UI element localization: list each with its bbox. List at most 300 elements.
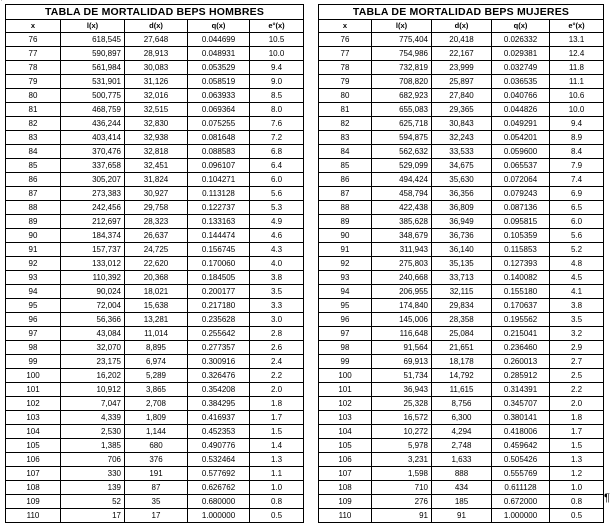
- table-cell: 2.7: [550, 355, 604, 369]
- table-cell: 0.611128: [492, 481, 550, 495]
- table-cell: 242,456: [61, 201, 125, 215]
- table-row: [6, 159, 304, 173]
- column-header: x: [6, 20, 61, 33]
- paragraph-mark: ¶: [604, 492, 610, 504]
- table-row: [319, 47, 604, 61]
- table-cell: 98: [6, 341, 61, 355]
- table-row: [6, 187, 304, 201]
- table-cell: 30,843: [432, 117, 492, 131]
- table-cell: 6.8: [250, 145, 304, 159]
- table-cell: 16,572: [372, 411, 432, 425]
- table-row: [6, 411, 304, 425]
- table-cell: 102: [319, 397, 372, 411]
- table-row: [6, 47, 304, 61]
- table-cell: 8.0: [250, 103, 304, 117]
- table-cell: 1.4: [250, 439, 304, 453]
- table-cell: 0.5: [250, 509, 304, 523]
- table-cell: 655,083: [372, 103, 432, 117]
- table-row: [319, 75, 604, 89]
- table-row: [6, 313, 304, 327]
- table-cell: 105: [6, 439, 61, 453]
- table-row: [319, 383, 604, 397]
- table-row: [319, 33, 604, 47]
- table-cell: 79: [319, 75, 372, 89]
- table-cell: 311,943: [372, 243, 432, 257]
- table-row: [319, 117, 604, 131]
- table-cell: 90: [319, 229, 372, 243]
- table-cell: 107: [319, 467, 372, 481]
- table-cell: 13.1: [550, 33, 604, 47]
- table-cell: 0.170060: [188, 257, 250, 271]
- table-cell: 104: [6, 425, 61, 439]
- table-row: [319, 285, 604, 299]
- table-cell: 96: [6, 313, 61, 327]
- column-header: x: [319, 20, 372, 33]
- table-cell: 11.8: [550, 61, 604, 75]
- table-cell: 10,272: [372, 425, 432, 439]
- table-cell: 0.079243: [492, 187, 550, 201]
- table-cell: 0.314391: [492, 383, 550, 397]
- table-cell: 76: [6, 33, 61, 47]
- table-cell: 403,414: [61, 131, 125, 145]
- table-cell: 27,648: [125, 33, 188, 47]
- column-header: d(x): [125, 20, 188, 33]
- table-title: TABLA DE MORTALIDAD BEPS MUJERES: [319, 5, 604, 20]
- table-cell: 2,748: [432, 439, 492, 453]
- table-cell: 25,897: [432, 75, 492, 89]
- table-cell: 6.4: [250, 159, 304, 173]
- table-row: [6, 229, 304, 243]
- table-cell: 0.115853: [492, 243, 550, 257]
- table-cell: 85: [6, 159, 61, 173]
- table-cell: 11.1: [550, 75, 604, 89]
- table-cell: 1.7: [550, 425, 604, 439]
- table-cell: 79: [6, 75, 61, 89]
- table-cell: 32,451: [125, 159, 188, 173]
- table-cell: 28,913: [125, 47, 188, 61]
- table-row: [6, 467, 304, 481]
- table-cell: 99: [6, 355, 61, 369]
- table-cell: 0.236460: [492, 341, 550, 355]
- table-cell: 92: [319, 257, 372, 271]
- table-cell: 1.7: [250, 411, 304, 425]
- table-cell: 110: [319, 509, 372, 523]
- table-cell: 2.0: [550, 397, 604, 411]
- table-cell: 1.3: [250, 453, 304, 467]
- table-cell: 4.3: [250, 243, 304, 257]
- table-cell: 1.8: [550, 411, 604, 425]
- table-cell: 87: [125, 481, 188, 495]
- table-row: [319, 425, 604, 439]
- table-cell: 0.577692: [188, 467, 250, 481]
- table-cell: 16,202: [61, 369, 125, 383]
- table-cell: 29,758: [125, 201, 188, 215]
- table-cell: 0.081648: [188, 131, 250, 145]
- table-cell: 36,809: [432, 201, 492, 215]
- table-cell: 0.087136: [492, 201, 550, 215]
- table-cell: 22,167: [432, 47, 492, 61]
- table-cell: 0.680000: [188, 495, 250, 509]
- table-cell: 51,734: [372, 369, 432, 383]
- table-cell: 109: [319, 495, 372, 509]
- table-cell: 174,840: [372, 299, 432, 313]
- table-row: [319, 355, 604, 369]
- table-cell: 25,328: [372, 397, 432, 411]
- table-cell: 97: [319, 327, 372, 341]
- table-cell: 8,895: [125, 341, 188, 355]
- table-title: TABLA DE MORTALIDAD BEPS HOMBRES: [6, 5, 304, 20]
- table-cell: 52: [61, 495, 125, 509]
- table-cell: 732,819: [372, 61, 432, 75]
- table-row: [6, 397, 304, 411]
- table-cell: 33,713: [432, 271, 492, 285]
- table-cell: 109: [6, 495, 61, 509]
- table-cell: 0.105359: [492, 229, 550, 243]
- table-cell: 24,725: [125, 243, 188, 257]
- mortality-table-women: [318, 4, 604, 523]
- table-row: [6, 75, 304, 89]
- table-cell: 0.054201: [492, 131, 550, 145]
- table-cell: 15,638: [125, 299, 188, 313]
- table-cell: 4,339: [61, 411, 125, 425]
- table-row: [319, 243, 604, 257]
- table-cell: 0.127393: [492, 257, 550, 271]
- table-cell: 0.532464: [188, 453, 250, 467]
- table-cell: 77: [319, 47, 372, 61]
- table-row: [6, 215, 304, 229]
- table-row: [319, 495, 604, 509]
- table-row: [319, 411, 604, 425]
- table-cell: 78: [6, 61, 61, 75]
- table-row: [319, 439, 604, 453]
- table-cell: 0.285912: [492, 369, 550, 383]
- table-cell: 27,840: [432, 89, 492, 103]
- table-cell: 1.3: [550, 453, 604, 467]
- table-row: [319, 299, 604, 313]
- table-row: [6, 131, 304, 145]
- table-cell: 14,792: [432, 369, 492, 383]
- table-cell: 34,675: [432, 159, 492, 173]
- table-cell: 29,365: [432, 103, 492, 117]
- table-cell: 0.555769: [492, 467, 550, 481]
- table-cell: 1.0: [550, 481, 604, 495]
- table-cell: 6,974: [125, 355, 188, 369]
- column-header: e°(x): [250, 20, 304, 33]
- table-cell: 1.000000: [188, 509, 250, 523]
- table-cell: 102: [6, 397, 61, 411]
- table-cell: 2.4: [250, 355, 304, 369]
- table-cell: 91: [319, 243, 372, 257]
- table-cell: 531,901: [61, 75, 125, 89]
- table-cell: 0.065537: [492, 159, 550, 173]
- table-cell: 5.6: [250, 187, 304, 201]
- table-cell: 10.0: [550, 103, 604, 117]
- table-cell: 11,014: [125, 327, 188, 341]
- table-cell: 56,366: [61, 313, 125, 327]
- table-cell: 89: [6, 215, 61, 229]
- table-row: [319, 453, 604, 467]
- table-row: [319, 397, 604, 411]
- table-cell: 83: [6, 131, 61, 145]
- table-cell: 0.8: [250, 495, 304, 509]
- column-header: q(x): [188, 20, 250, 33]
- table-cell: 0.300916: [188, 355, 250, 369]
- table-cell: 0.277357: [188, 341, 250, 355]
- table-row: [6, 243, 304, 257]
- table-cell: 0.059600: [492, 145, 550, 159]
- table-cell: 1,144: [125, 425, 188, 439]
- table-cell: 7.6: [250, 117, 304, 131]
- table-cell: 80: [6, 89, 61, 103]
- table-cell: 3.8: [550, 299, 604, 313]
- table-cell: 104: [319, 425, 372, 439]
- table-cell: 590,897: [61, 47, 125, 61]
- table-cell: 97: [6, 327, 61, 341]
- table-cell: 0.215041: [492, 327, 550, 341]
- table-cell: 36,356: [432, 187, 492, 201]
- table-cell: 191: [125, 467, 188, 481]
- table-row: [319, 481, 604, 495]
- table-cell: 3.0: [250, 313, 304, 327]
- column-header: l(x): [372, 20, 432, 33]
- table-cell: 108: [6, 481, 61, 495]
- table-cell: 0.217180: [188, 299, 250, 313]
- table-cell: 337,658: [61, 159, 125, 173]
- table-cell: 0.095815: [492, 215, 550, 229]
- table-row: [6, 117, 304, 131]
- table-cell: 468,759: [61, 103, 125, 117]
- table-cell: 25,084: [432, 327, 492, 341]
- table-cell: 1.5: [550, 439, 604, 453]
- table-cell: 9.4: [250, 61, 304, 75]
- table-row: [6, 327, 304, 341]
- table-cell: 775,404: [372, 33, 432, 47]
- table-row: [319, 341, 604, 355]
- table-cell: 273,383: [61, 187, 125, 201]
- table-cell: 94: [319, 285, 372, 299]
- table-cell: 91: [6, 243, 61, 257]
- table-row: [319, 145, 604, 159]
- table-row: [6, 145, 304, 159]
- table-cell: 3,231: [372, 453, 432, 467]
- table-cell: 36,140: [432, 243, 492, 257]
- table-cell: 1.0: [250, 481, 304, 495]
- table-cell: 90: [6, 229, 61, 243]
- table-cell: 11,615: [432, 383, 492, 397]
- table-cell: 32,243: [432, 131, 492, 145]
- table-cell: 0.044826: [492, 103, 550, 117]
- table-cell: 94: [6, 285, 61, 299]
- table-cell: 108: [319, 481, 372, 495]
- table-cell: 7.4: [550, 173, 604, 187]
- column-header: d(x): [432, 20, 492, 33]
- table-cell: 6.0: [250, 173, 304, 187]
- table-cell: 36,943: [372, 383, 432, 397]
- table-cell: 23,175: [61, 355, 125, 369]
- table-cell: 618,545: [61, 33, 125, 47]
- table-cell: 3.5: [550, 313, 604, 327]
- table-cell: 92: [6, 257, 61, 271]
- table-cell: 185: [432, 495, 492, 509]
- table-cell: 0.104271: [188, 173, 250, 187]
- table-cell: 5.6: [550, 229, 604, 243]
- table-cell: 0.8: [550, 495, 604, 509]
- table-cell: 29,834: [432, 299, 492, 313]
- table-row: [319, 229, 604, 243]
- table-cell: 4.6: [250, 229, 304, 243]
- table-cell: 0.058519: [188, 75, 250, 89]
- table-cell: 6.0: [550, 215, 604, 229]
- table-cell: 69,913: [372, 355, 432, 369]
- table-cell: 0.384295: [188, 397, 250, 411]
- table-cell: 28,358: [432, 313, 492, 327]
- table-cell: 23,999: [432, 61, 492, 75]
- table-cell: 99: [319, 355, 372, 369]
- table-cell: 0.072064: [492, 173, 550, 187]
- table-cell: 0.140082: [492, 271, 550, 285]
- table-cell: 10.5: [250, 33, 304, 47]
- table-cell: 82: [6, 117, 61, 131]
- table-cell: 3.5: [250, 285, 304, 299]
- table-cell: 100: [6, 369, 61, 383]
- table-cell: 494,424: [372, 173, 432, 187]
- table-cell: 7.9: [550, 159, 604, 173]
- table-cell: 32,818: [125, 145, 188, 159]
- table-cell: 103: [319, 411, 372, 425]
- table-cell: 107: [6, 467, 61, 481]
- table-row: [6, 285, 304, 299]
- table-cell: 76: [319, 33, 372, 47]
- table-cell: 35,630: [432, 173, 492, 187]
- table-cell: 86: [6, 173, 61, 187]
- table-row: [6, 369, 304, 383]
- table-cell: 81: [319, 103, 372, 117]
- table-cell: 422,438: [372, 201, 432, 215]
- table-cell: 12.4: [550, 47, 604, 61]
- table-cell: 1.2: [550, 467, 604, 481]
- table-cell: 101: [319, 383, 372, 397]
- table-cell: 0.416937: [188, 411, 250, 425]
- table-row: [6, 495, 304, 509]
- table-row: [6, 299, 304, 313]
- table-cell: 86: [319, 173, 372, 187]
- table-row: [319, 369, 604, 383]
- table-cell: 1,385: [61, 439, 125, 453]
- table-cell: 370,476: [61, 145, 125, 159]
- table-cell: 2.9: [550, 341, 604, 355]
- table-cell: 17: [125, 509, 188, 523]
- table-header-row: [319, 20, 604, 33]
- table-cell: 32,515: [125, 103, 188, 117]
- table-cell: 0.380141: [492, 411, 550, 425]
- table-cell: 0.326476: [188, 369, 250, 383]
- table-cell: 0.170637: [492, 299, 550, 313]
- table-row: [6, 61, 304, 75]
- table-cell: 0.195562: [492, 313, 550, 327]
- table-cell: 0.044699: [188, 33, 250, 47]
- table-row: [319, 467, 604, 481]
- table-cell: 78: [319, 61, 372, 75]
- table-cell: 77: [6, 47, 61, 61]
- table-cell: 376: [125, 453, 188, 467]
- table-cell: 1.5: [250, 425, 304, 439]
- table-cell: 562,632: [372, 145, 432, 159]
- table-row: [6, 481, 304, 495]
- table-cell: 7,047: [61, 397, 125, 411]
- table-cell: 36,736: [432, 229, 492, 243]
- table-cell: 31,126: [125, 75, 188, 89]
- table-cell: 184,374: [61, 229, 125, 243]
- table-cell: 5.2: [550, 243, 604, 257]
- table-cell: 106: [6, 453, 61, 467]
- table-cell: 5,978: [372, 439, 432, 453]
- table-cell: 706: [61, 453, 125, 467]
- table-row: [319, 89, 604, 103]
- table-cell: 561,984: [61, 61, 125, 75]
- table-cell: 91,564: [372, 341, 432, 355]
- table-cell: 31,824: [125, 173, 188, 187]
- table-cell: 330: [61, 467, 125, 481]
- table-cell: 0.113128: [188, 187, 250, 201]
- table-cell: 30,083: [125, 61, 188, 75]
- table-cell: 0.200177: [188, 285, 250, 299]
- table-row: [319, 61, 604, 75]
- table-cell: 105: [319, 439, 372, 453]
- table-row: [6, 439, 304, 453]
- table-cell: 84: [6, 145, 61, 159]
- table-cell: 3.2: [550, 327, 604, 341]
- table-cell: 4.9: [250, 215, 304, 229]
- table-cell: 4.8: [550, 257, 604, 271]
- table-cell: 87: [319, 187, 372, 201]
- table-cell: 276: [372, 495, 432, 509]
- table-row: [6, 425, 304, 439]
- table-cell: 22,620: [125, 257, 188, 271]
- table-cell: 0.5: [550, 509, 604, 523]
- table-cell: 95: [6, 299, 61, 313]
- column-header: q(x): [492, 20, 550, 33]
- table-cell: 458,794: [372, 187, 432, 201]
- table-cell: 91: [372, 509, 432, 523]
- table-row: [319, 131, 604, 145]
- table-cell: 0.156745: [188, 243, 250, 257]
- table-cell: 20,368: [125, 271, 188, 285]
- table-cell: 10.6: [550, 89, 604, 103]
- table-cell: 0.255642: [188, 327, 250, 341]
- table-cell: 91: [432, 509, 492, 523]
- table-cell: 6,300: [432, 411, 492, 425]
- table-cell: 0.490776: [188, 439, 250, 453]
- table-cell: 80: [319, 89, 372, 103]
- table-cell: 8.5: [250, 89, 304, 103]
- table-cell: 30,927: [125, 187, 188, 201]
- table-cell: 8.4: [550, 145, 604, 159]
- column-header: e°(x): [550, 20, 604, 33]
- table-cell: 32,830: [125, 117, 188, 131]
- table-cell: 100: [319, 369, 372, 383]
- table-cell: 101: [6, 383, 61, 397]
- table-row: [6, 271, 304, 285]
- table-cell: 0.354208: [188, 383, 250, 397]
- table-cell: 0.048931: [188, 47, 250, 61]
- table-cell: 529,099: [372, 159, 432, 173]
- corner-mark: ': [1, 0, 3, 6]
- table-cell: 0.459642: [492, 439, 550, 453]
- table-cell: 0.096107: [188, 159, 250, 173]
- table-cell: 84: [319, 145, 372, 159]
- table-cell: 18,178: [432, 355, 492, 369]
- table-cell: 8.9: [550, 131, 604, 145]
